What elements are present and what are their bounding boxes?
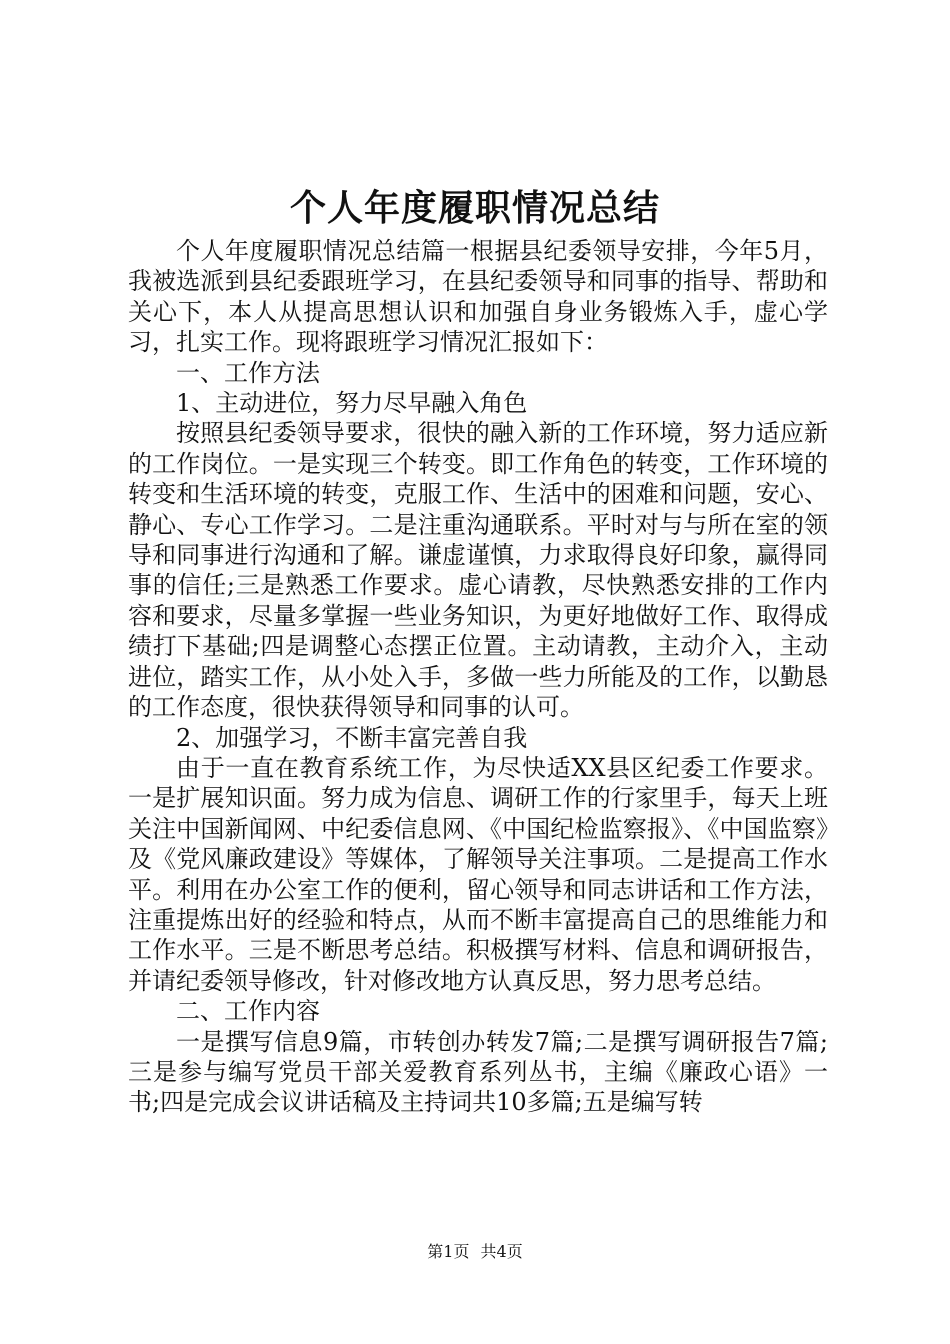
subheading-proactive: 1、主动进位，努力尽早融入角色: [176, 389, 528, 418]
page-number: 第1页: [427, 1242, 470, 1261]
subheading-study: 2、加强学习，不断丰富完善自我: [176, 723, 528, 752]
document-title: 个人年度履职情况总结: [289, 187, 660, 229]
document-body: [128, 236, 828, 1118]
paragraph-intro: 个人年度履职情况总结篇一根据县纪委领导安排，今年5月，我被选派到县纪委跟班学习，在县纪委领导和同事的指导、帮助和关心下，本人从提高思想认识和加强自身业务锻炼入手，虚心学习，扎实工作。现将跟班学习情况汇报如下：: [128, 237, 828, 357]
paragraph-work-content: 一是撰写信息9篇，市转创办转发7篇;二是撰写调研报告7篇;三是参与编写党员干部关爱教育系列丛书，主编《廉政心语》一书;四是完成会议讲话稿及主持词共10多篇;五是编写转: [128, 1027, 828, 1117]
page-total: 共4页: [480, 1242, 523, 1261]
heading-work-method: 一、工作方法: [176, 358, 320, 387]
heading-work-content: 二、工作内容: [176, 997, 320, 1026]
paragraph-proactive: 按照县纪委领导要求，很快的融入新的工作环境，努力适应新的工作岗位。一是实现三个转变。即工作角色的转变，工作环境的转变和生活环境的转变，克服工作、生活中的困难和问题，安心、静心、专心工作学习。二是注重沟通联系。平时对与与所在室的领导和同事进行沟通和了解。谦虚谨慎，力求取得良好印象，赢得同事的信任;三是熟悉工作要求。虚心请教，尽快熟悉安排的工作内容和要求，尽量多掌握一些业务知识，为更好地做好工作、取得成绩打下基础;四是调整心态摆正位置。主动请教，主动介入，主动进位，踏实工作，从小处入手，多做一些力所能及的工作，以勤恳的工作态度，很快获得领导和同事的认可。: [128, 419, 828, 722]
page-footer: [0, 1242, 950, 1262]
paragraph-study: 由于一直在教育系统工作，为尽快适XX县区纪委工作要求。一是扩展知识面。努力成为信息、调研工作的行家里手，每天上班关注中国新闻网、中纪委信息网、《中国纪检监察报》、《中国监察》及《党风廉政建设》等媒体，了解领导关注事项。二是提高工作水平。利用在办公室工作的便利，留心领导和同志讲话和工作方法，注重提炼出好的经验和特点，从而不断丰富提高自己的思维能力和工作水平。三是不断思考总结。积极撰写材料、信息和调研报告，并请纪委领导修改，针对修改地方认真反思，努力思考总结。: [128, 753, 828, 995]
